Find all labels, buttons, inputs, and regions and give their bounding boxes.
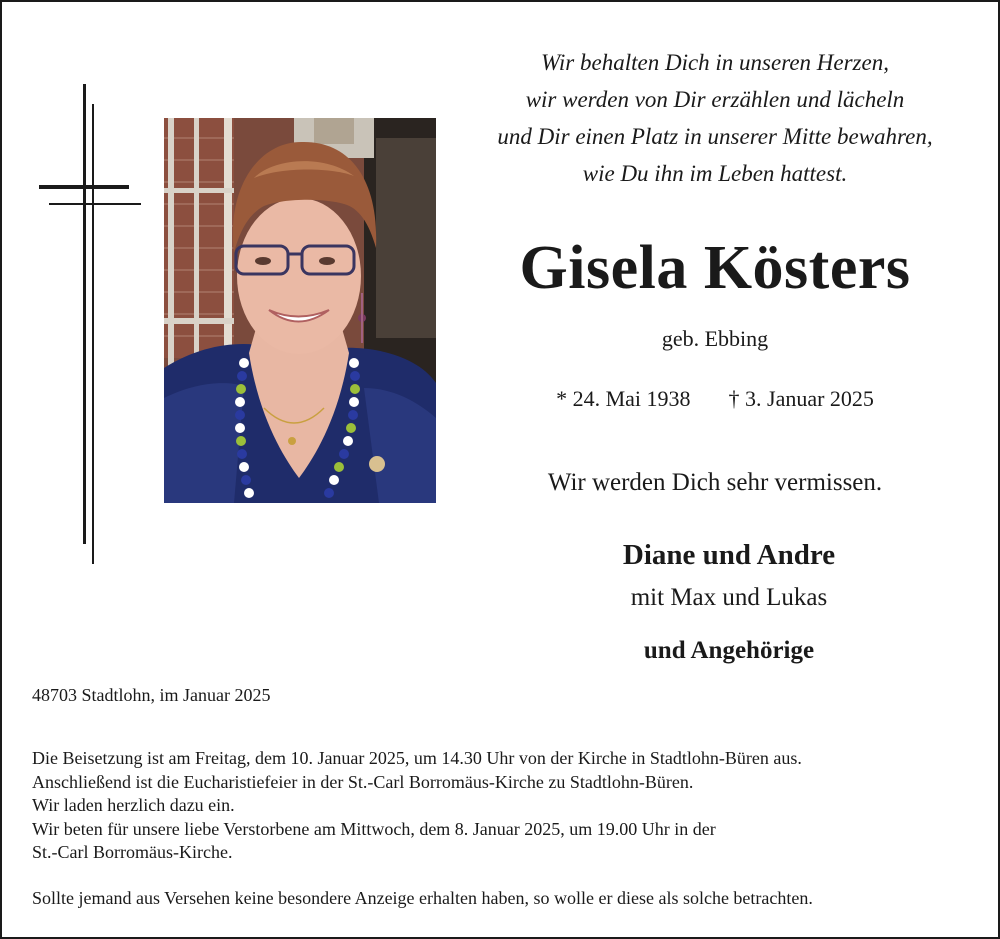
place-date: 48703 Stadtlohn, im Januar 2025 — [32, 685, 271, 705]
poem-line: Wir behalten Dich in unseren Herzen, — [541, 50, 889, 75]
farewell-text: Wir werden Dich sehr vermissen. — [547, 469, 883, 496]
mourners-primary: Diane und Andre — [622, 539, 836, 571]
mourners — [442, 536, 1000, 668]
detail-line: St.-Carl Borromäus-Kirche. — [32, 842, 233, 862]
detail-line: Wir laden herzlich dazu ein. — [32, 795, 235, 815]
detail-line: Wir beten für unsere liebe Verstorbene am Mittwoch, dem 8. Januar 2025, um 19.00 Uhr in der — [32, 818, 716, 839]
memorial-poem — [442, 44, 988, 192]
detail-line: Die Beisetzung ist am Freitag, dem 10. Januar 2025, um 14.30 Uhr von der Kirche in Stadtlohn-Büren aus. — [32, 748, 802, 768]
notice-text: Sollte jemand aus Versehen keine besondere Anzeige erhalten haben, so wolle er diese als solche betrachten. — [32, 888, 813, 908]
cross-vertical-bar-thin — [92, 104, 94, 564]
cross-horizontal-bar — [39, 185, 129, 189]
mourners-relatives: und Angehörige — [643, 637, 815, 664]
cross-horizontal-bar-thin — [49, 203, 141, 205]
poem-line: und Dir einen Platz in unserer Mitte bewahren, — [497, 124, 933, 149]
maiden-name: geb. Ebbing — [661, 326, 769, 351]
portrait-photo — [164, 118, 436, 503]
deceased-name: Gisela Kösters — [519, 234, 911, 302]
mourners-secondary: mit Max und Lukas — [630, 584, 828, 611]
birth-date: * 24. Mai 1938 — [556, 386, 691, 411]
funeral-details — [32, 747, 982, 865]
life-dates — [442, 384, 988, 414]
poem-line: wie Du ihn im Leben hattest. — [582, 161, 848, 186]
cross-vertical-bar — [83, 84, 86, 544]
detail-line: Anschließend ist die Eucharistiefeier in der St.-Carl Borromäus-Kirche zu Stadtlohn-Büren. — [32, 771, 694, 792]
poem-line: wir werden von Dir erzählen und lächeln — [525, 87, 905, 112]
death-date: † 3. Januar 2025 — [728, 386, 874, 411]
